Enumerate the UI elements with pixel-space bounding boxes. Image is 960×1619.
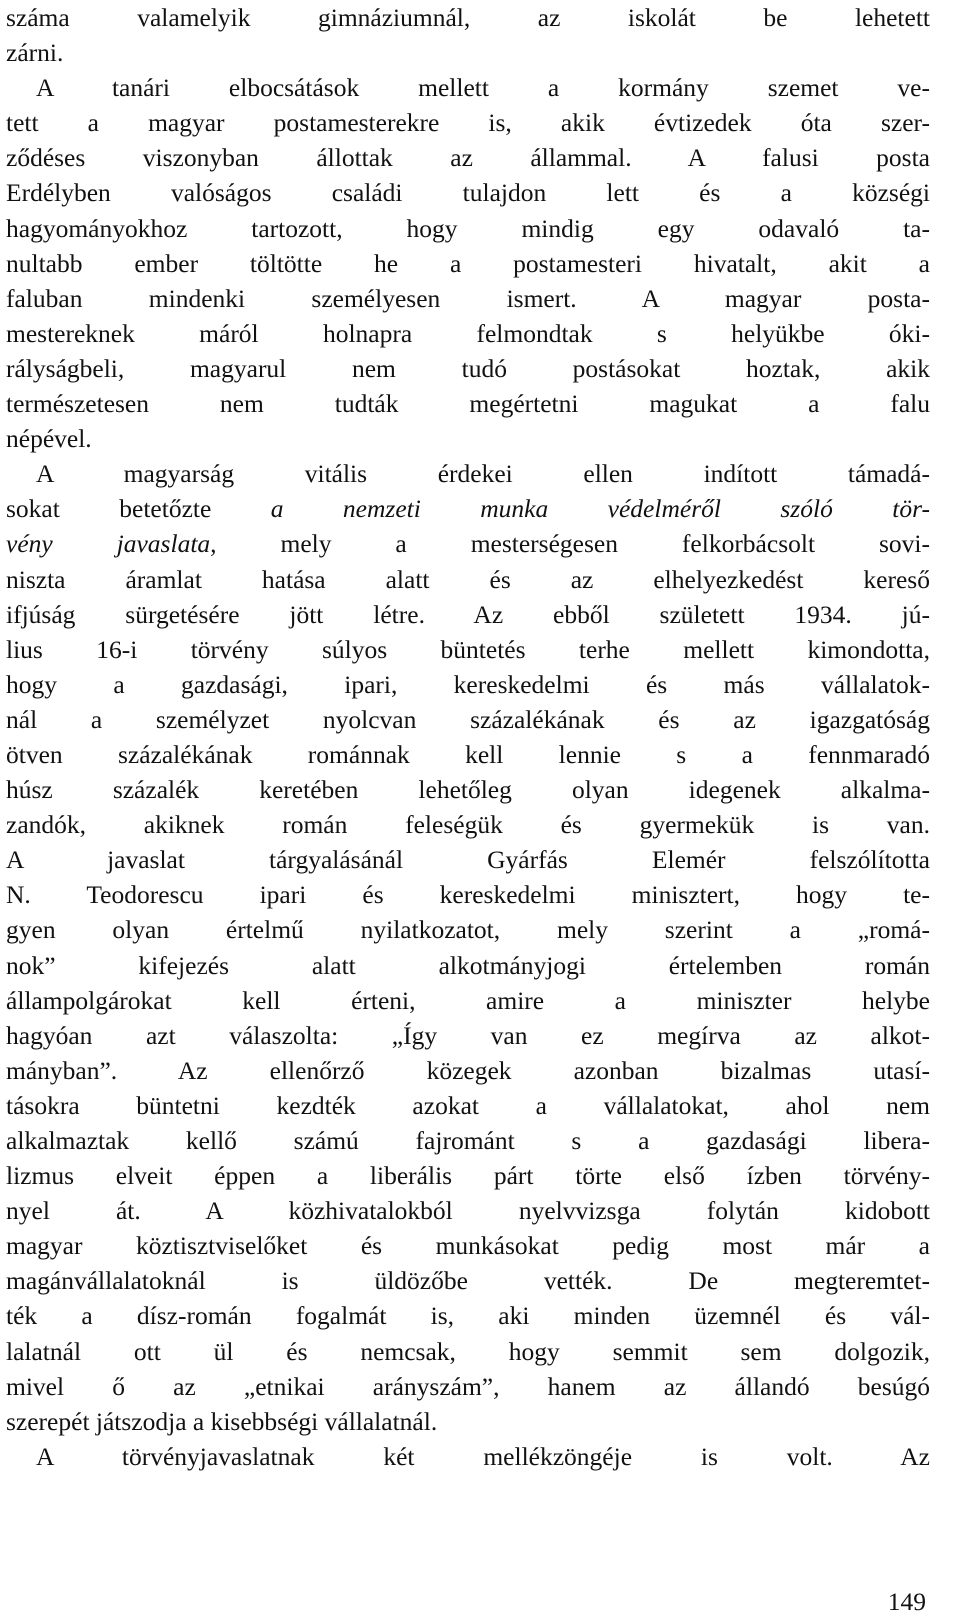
text-line: vény javaslata, mely a mesterségesen felkorbácsolt sovi-	[6, 529, 930, 559]
text-line: lius 16-i törvény súlyos büntetés terhe mellett kimondotta,	[6, 634, 930, 664]
text-line: tásokra büntetni kezdték azokat a vállalatokat, ahol nem	[6, 1090, 930, 1120]
text-line: A magyarság vitális érdekei ellen indított támadá-	[36, 459, 930, 489]
text-line: gyen olyan értelmű nyilatkozatot, mely szerint a „romá-	[6, 915, 930, 945]
text-line: lizmus elveit éppen a liberális párt törte első ízben törvény-	[6, 1161, 930, 1191]
text-line: lalatnál ott ül és nemcsak, hogy semmit sem dolgozik,	[6, 1336, 930, 1366]
paragraph	[6, 456, 930, 1439]
text-line: nál a személyzet nyolcvan százalékának és az igazgatóság	[6, 704, 930, 734]
page-number: 149	[887, 1587, 926, 1616]
text-line: ték a dísz-román fogalmát is, aki minden üzemnél és vál-	[6, 1301, 930, 1331]
text-line: nyel át. A közhivatalokból nyelvvizsga folytán kidobott	[6, 1196, 930, 1226]
text-line: szerepét játszodja a kisebbségi vállalatnál.	[6, 1406, 438, 1436]
text-line: zandók, akiknek román feleségük és gyermekük is van.	[6, 810, 930, 840]
text-line: magánvállalatoknál is üldözőbe vették. De megteremtet-	[6, 1266, 930, 1296]
text-line: ötven százalékának románnak kell lennie s a fennmaradó	[6, 739, 930, 769]
text-line: népével.	[6, 424, 92, 454]
text-line: száma valamelyik gimnáziumnál, az iskolát be lehetett	[6, 3, 930, 32]
text-line: mivel ő az „etnikai arányszám”, hanem az állandó besúgó	[6, 1371, 930, 1401]
text-line: ződéses viszonyban állottak az állammal. A falusi posta	[6, 143, 930, 173]
text-line: húsz százalék keretében lehetőleg olyan idegenek alkalma-	[6, 775, 930, 805]
text-line: hagyományokhoz tartozott, hogy mindig egy odavaló ta-	[6, 213, 930, 243]
text-line: sokat betetőzte a nemzeti munka védelméről szóló tör-	[6, 494, 930, 524]
paragraph	[6, 0, 930, 70]
text-line: nultabb ember töltötte he a postamesteri hivatalt, akit a	[6, 248, 930, 278]
text-line: mányban”. Az ellenőrző közegek azonban bizalmas utasí-	[6, 1055, 930, 1085]
text-line: tett a magyar postamesterekre is, akik évtizedek óta szer-	[6, 108, 930, 138]
text-line: mestereknek máról holnapra felmondtak s helyükbe óki-	[6, 318, 930, 348]
text-line: A törvényjavaslatnak két mellékzöngéje is volt. Az	[36, 1441, 930, 1471]
paragraph	[6, 70, 930, 456]
body-text	[6, 0, 930, 1474]
text-line: N. Teodorescu ipari és kereskedelmi minisztert, hogy te-	[6, 880, 930, 910]
document-page	[6, 0, 930, 1618]
text-line: Erdélyben valóságos családi tulajdon lett és a községi	[6, 178, 930, 208]
text-line: természetesen nem tudták megértetni magukat a falu	[6, 389, 930, 419]
text-line: rályságbeli, magyarul nem tudó postásokat hoztak, akik	[6, 353, 930, 383]
text-line: zárni.	[6, 38, 64, 68]
text-line: A tanári elbocsátások mellett a kormány szemet ve-	[36, 73, 930, 103]
text-line: A javaslat tárgyalásánál Gyárfás Elemér felszólította	[6, 845, 930, 875]
text-line: nok” kifejezés alatt alkotmányjogi értelemben román	[6, 950, 930, 980]
text-line: hagyóan azt válaszolta: „Így van ez megírva az alkot-	[6, 1020, 930, 1050]
text-line: ifjúság sürgetésére jött létre. Az ebből született 1934. jú-	[6, 599, 930, 629]
paragraph	[6, 1439, 930, 1474]
text-line: hogy a gazdasági, ipari, kereskedelmi és más vállalatok-	[6, 669, 930, 699]
text-line: faluban mindenki személyesen ismert. A magyar posta-	[6, 283, 930, 313]
text-line: állampolgárokat kell érteni, amire a miniszter helybe	[6, 985, 930, 1015]
text-line: magyar köztisztviselőket és munkásokat pedig most már a	[6, 1231, 930, 1261]
text-line: alkalmaztak kellő számú fajrománt s a gazdasági libera-	[6, 1126, 930, 1155]
text-line: niszta áramlat hatása alatt és az elhelyezkedést kereső	[6, 564, 930, 594]
